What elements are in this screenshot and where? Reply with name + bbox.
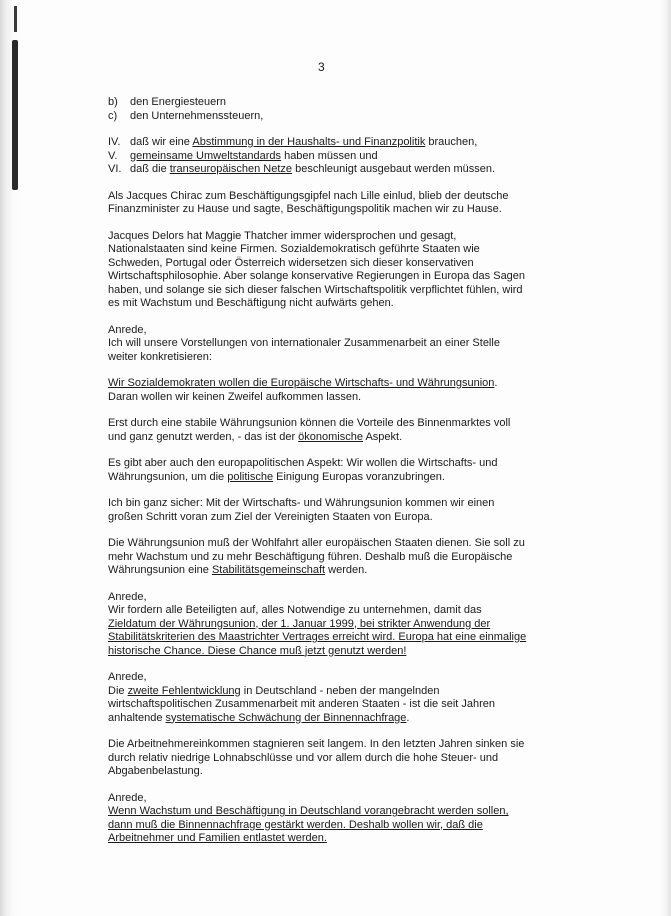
page-number: 3: [318, 60, 325, 74]
document-body: [108, 96, 548, 859]
paragraph-chirac: Als Jacques Chirac zum Beschäftigungsgipfel nach Lille einlud, blieb der deutsche Finanzminister zu Hause und sagte, Beschäftigungspolitik machen wir zu Hause.: [108, 189, 509, 215]
paragraph-oekonomisch: Erst durch eine stabile Währungsunion können die Vorteile des Binnenmarktes voll und ganz genutzt werden, - das ist der ökonomische Aspekt.: [108, 417, 511, 443]
list-text: den Unternehmenssteuern,: [130, 109, 264, 122]
paragraph-binnennachfrage: Anrede, Wenn Wachstum und Beschäftigung in Deutschland vorangebracht werden sollen, dann muß die Binnennachfrage gestärkt werden. Deshalb wollen wir, daß die Arbeitnehmer und Familien entlastet werden.: [108, 791, 509, 844]
paragraph-zieldatum: Anrede, Wir fordern alle Beteiligten auf, alles Notwendige zu unternehmen, damit das Zieldatum der Währungsunion, der 1. Januar 1999, bei strikter Anwendung der Stabilitätskriterien des Maastrichter Vertrages erreicht wird. Europa hat eine einmalige historische Chance. Diese Chance muß jetzt genutzt werden!: [108, 590, 527, 657]
scan-right-edge: [659, 0, 671, 916]
list-item-iv: [108, 136, 548, 150]
paragraph-einkommen: Die Arbeitnehmereinkommen stagnieren seit langem. In den letzten Jahren sinken sie durch relativ niedrige Lohnabschlüsse und vor allem durch die hohe Steuer- und Abgabenbelastung.: [108, 738, 525, 777]
scan-edge-shadow: [0, 0, 22, 916]
paragraph-delors: Jacques Delors hat Maggie Thatcher immer widersprochen und gesagt, Nationalstaaten sind keine Firmen. Sozialdemokratisch geführte Staaten wie Schweden, Portugal oder Österreich widersetzen sich dieser konservativen Wirtschaftsphilosophie. Aber solange konservative Regierungen in Europa das Sagen haben, und solange sie sich dieser falschen Wirtschaftspolitik verpflichtet fühlen, wird es mit Wachstum und Beschäftigung nicht aufwärts gehen.: [108, 229, 526, 309]
binder-clip-mark: [12, 40, 18, 190]
list-bc: [108, 96, 548, 123]
paragraph-wohlfahrt: Die Währungsunion muß der Wohlfahrt aller europäischen Staaten dienen. Sie soll zu mehr Wachstum und zu mehr Beschäftigung führen. Deshalb muß die Europäische Währungsunion eine Stabilitätsgemeinschaft werden.: [108, 537, 525, 576]
list-marker: V.: [108, 149, 118, 162]
list-text: daß wir eine Abstimmung in der Haushalts- und Finanzpolitik brauchen,: [130, 136, 478, 148]
list-roman: [108, 136, 548, 177]
paragraph-sicher: Ich bin ganz sicher: Mit der Wirtschafts- und Währungsunion kommen wir einen großen Schritt voran zum Ziel der Vereinigten Staaten von Europa.: [108, 497, 495, 523]
list-item-b: [108, 96, 548, 110]
list-text: den Energiesteuern: [130, 96, 227, 108]
list-item-c: [108, 110, 548, 124]
binder-clip-mark-top: [14, 6, 17, 32]
paragraph-anrede-zusammenarbeit: Anrede, Ich will unsere Vorstellungen von internationaler Zusammenarbeit an einer Stelle weiter konkretisieren:: [108, 323, 500, 363]
list-marker: IV.: [108, 136, 121, 148]
paragraph-wwu: Wir Sozialdemokraten wollen die Europäische Wirtschafts- und Währungsunion. Daran wollen wir keinen Zweifel aufkommen lassen.: [108, 377, 498, 403]
paragraph-fehlentwicklung: Anrede, Die zweite Fehlentwicklung in Deutschland - neben der mangelnden wirtschaftspolitischen Zusammenarbeit mit anderen Staaten - ist die seit Jahren anhaltende systematische Schwächung der Binnennachfrage.: [108, 671, 496, 724]
paragraph-politisch: Es gibt aber auch den europapolitischen Aspekt: Wir wollen die Wirtschafts- und Währungsunion, um die politische Einigung Europas voranzubringen.: [108, 457, 498, 483]
list-item-vi: [108, 163, 548, 177]
list-marker: VI.: [108, 163, 122, 175]
list-marker: b): [108, 96, 118, 108]
list-text: daß die transeuropäischen Netze beschleunigt ausgebaut werden müssen.: [130, 163, 496, 175]
list-marker: c): [108, 109, 118, 122]
list-item-v: [108, 150, 548, 164]
list-text: gemeinsame Umweltstandards haben müssen und: [130, 149, 378, 162]
